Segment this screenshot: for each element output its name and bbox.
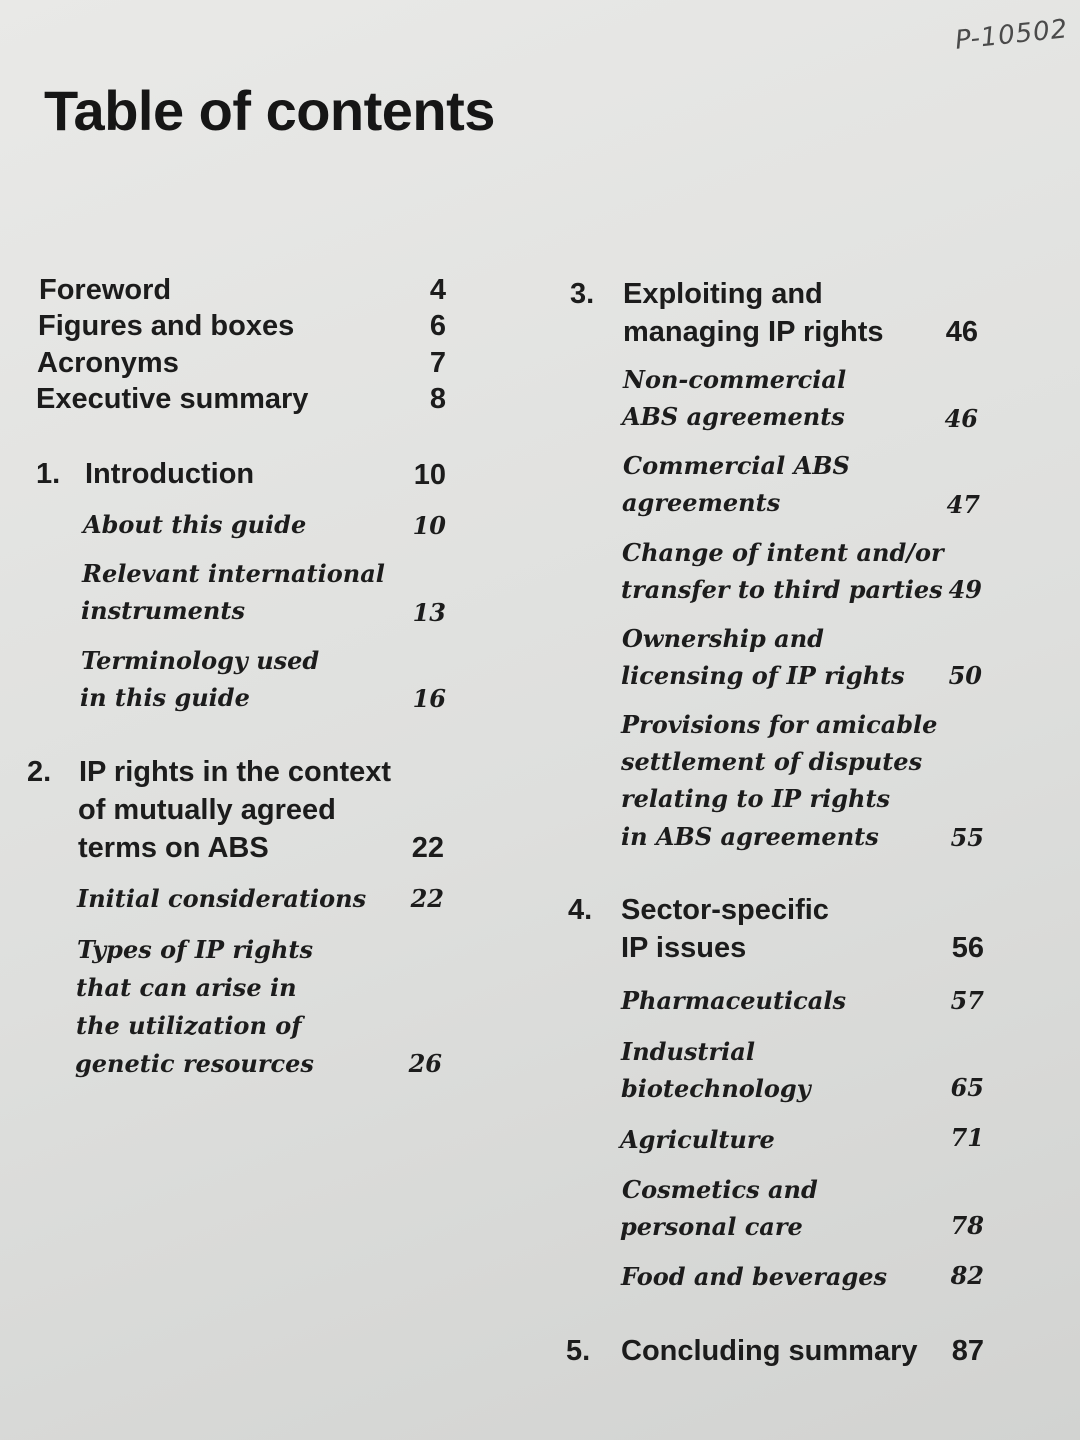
section-title-line: relating to IP rights xyxy=(621,784,891,813)
section-title-line: settlement of disputes xyxy=(621,747,923,776)
section-page-number: 46 xyxy=(944,404,978,433)
chapter-page-number: 22 xyxy=(411,832,444,864)
chapter-page-number: 87 xyxy=(951,1335,984,1367)
section-title-line: licensing of IP rights xyxy=(621,661,905,690)
chapter-title-line: managing IP rights xyxy=(623,316,884,348)
section-title-line: Cosmetics and xyxy=(622,1175,818,1204)
chapter-number: 3. xyxy=(570,278,595,310)
section-page-number: 49 xyxy=(948,575,982,604)
chapter-title-line: Exploiting and xyxy=(623,278,823,310)
section-title-line: Types of IP rights xyxy=(77,935,313,964)
section-title-line: Agriculture xyxy=(620,1125,775,1154)
section-page-number: 47 xyxy=(946,490,980,519)
chapter-title-line: of mutually agreed xyxy=(78,794,336,826)
section-title-line: Relevant international xyxy=(82,559,385,588)
section-title-line: Non-commercial xyxy=(623,365,847,394)
section-page-number: 65 xyxy=(950,1073,984,1102)
section-title-line: Provisions for amicable xyxy=(621,710,938,739)
section-title-line: that can arise in xyxy=(76,973,297,1002)
section-page-number: 22 xyxy=(410,884,444,913)
section-title-line: Ownership and xyxy=(622,624,824,653)
entry-label: Figures and boxes xyxy=(38,310,295,342)
entry-label: Acronyms xyxy=(37,347,179,379)
section-title-line: in ABS agreements xyxy=(621,822,879,851)
section-page-number: 57 xyxy=(950,986,984,1015)
section-title-line: biotechnology xyxy=(621,1074,811,1103)
section-page-number: 13 xyxy=(412,598,446,627)
chapter-number: 5. xyxy=(566,1335,591,1367)
section-title-line: Food and beverages xyxy=(621,1262,888,1291)
entry-page-number: 8 xyxy=(429,383,446,415)
chapter-number: 4. xyxy=(568,894,593,926)
entry-label: Executive summary xyxy=(36,383,309,415)
chapter-title-line: terms on ABS xyxy=(78,832,269,864)
entry-label: Foreword xyxy=(39,274,172,306)
section-page-number: 16 xyxy=(412,684,446,713)
section-title-line: Change of intent and/or xyxy=(622,538,944,567)
chapter-page-number: 10 xyxy=(413,459,446,491)
chapter-number: 2. xyxy=(27,756,52,788)
section-title-line: Commercial ABS xyxy=(623,451,850,480)
section-title-line: Initial considerations xyxy=(77,884,367,913)
section-title-line: in this guide xyxy=(80,683,250,712)
section-title-line: ABS agreements xyxy=(622,402,845,431)
entry-page-number: 7 xyxy=(429,347,446,379)
chapter-title-line: Introduction xyxy=(85,458,255,490)
section-page-number: 10 xyxy=(412,511,446,540)
section-page-number: 82 xyxy=(950,1261,984,1290)
chapter-title-line: Sector-specific xyxy=(621,894,829,926)
section-page-number: 26 xyxy=(408,1049,442,1078)
section-title-line: Terminology used xyxy=(81,646,320,675)
entry-page-number: 6 xyxy=(429,310,446,342)
section-page-number: 71 xyxy=(950,1123,984,1152)
section-title-line: personal care xyxy=(620,1212,803,1241)
chapter-title-line: Concluding summary xyxy=(621,1335,918,1367)
section-title-line: transfer to third parties xyxy=(621,575,943,604)
section-title-line: Industrial xyxy=(621,1037,755,1066)
section-page-number: 50 xyxy=(948,661,982,690)
entry-page-number: 4 xyxy=(429,274,446,306)
section-page-number: 78 xyxy=(950,1211,984,1240)
chapter-title-line: IP rights in the context xyxy=(79,756,392,788)
section-title-line: About this guide xyxy=(83,510,307,539)
section-title-line: the utilization of xyxy=(76,1011,302,1040)
chapter-page-number: 46 xyxy=(945,316,978,348)
section-title-line: genetic resources xyxy=(75,1049,314,1078)
handwritten-note: P-10502 xyxy=(953,14,1070,56)
chapter-page-number: 56 xyxy=(951,932,984,964)
section-title-line: agreements xyxy=(622,488,781,517)
page-title: Table of contents xyxy=(44,79,495,142)
chapter-title-line: IP issues xyxy=(621,932,747,964)
chapter-number: 1. xyxy=(36,458,61,490)
section-title-line: instruments xyxy=(81,596,245,625)
section-page-number: 55 xyxy=(950,823,984,852)
section-title-line: Pharmaceuticals xyxy=(621,986,846,1015)
